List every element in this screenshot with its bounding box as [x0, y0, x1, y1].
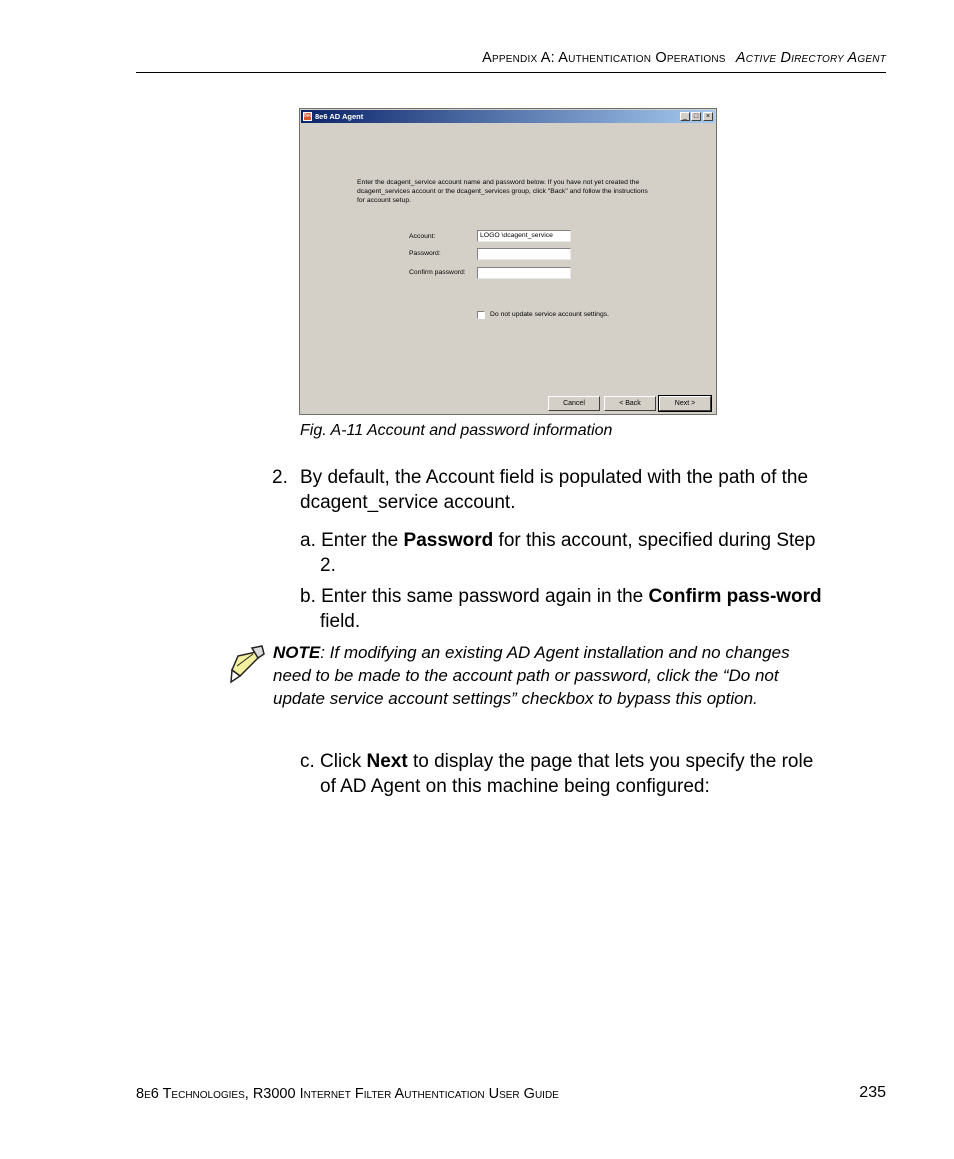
do-not-update-checkbox[interactable] [477, 311, 485, 319]
confirm-password-field[interactable] [477, 267, 571, 279]
back-button[interactable]: < Back [604, 396, 656, 411]
substep-c-text: c. Click [300, 751, 367, 772]
account-label: Account: [409, 233, 436, 240]
substep-a [300, 528, 830, 578]
cancel-button[interactable]: Cancel [548, 396, 600, 411]
step-2-text: By default, the Account field is populated with the path of the dcagent_service account. [300, 467, 809, 513]
password-label: Password: [409, 250, 441, 257]
next-button[interactable]: Next > [659, 396, 711, 411]
substep-b-bold: Confirm pass-word [648, 586, 822, 607]
substep-a-text: a. Enter the [300, 530, 404, 551]
step-number: 2. [272, 467, 288, 488]
substep-b-text-end: field. [320, 611, 361, 632]
substep-b-text: b. Enter this same password again in the [300, 586, 649, 607]
checkbox-label: Do not update service account settings. [490, 311, 610, 318]
substep-c-text-end: to display the page that lets you specify the role of AD Agent on this machine being configured: [320, 751, 814, 797]
footer-title: 8e6 Technologies, R3000 Internet Filter Authentication User Guide [136, 1086, 559, 1102]
substep-c [300, 749, 830, 799]
password-field[interactable] [477, 248, 571, 260]
running-header [136, 50, 886, 70]
maximize-button[interactable]: □ [691, 112, 701, 121]
substep-a-text-end: for this account, specified during Step 2. [320, 530, 816, 576]
dialog-instructions: Enter the dcagent_service account name and password below. If you have not yet created the dcagent_services account or the dcagent_services group, click "Back" and follow the instructions for account setup. [357, 179, 648, 204]
dialog-title: 8e6 AD Agent [315, 112, 364, 121]
app-icon: 8e6 [304, 113, 313, 119]
note-text: : If modifying an existing AD Agent installation and no changes need to be made to the account path or password, click the “Do not update service account settings” checkbox to bypass this option. [273, 643, 790, 708]
header-chapter: Appendix A: Authentication Operations [482, 50, 726, 66]
figure-caption: Fig. A-11 Account and password information [300, 422, 613, 439]
close-button[interactable]: × [703, 112, 713, 121]
substep-b [300, 584, 830, 634]
note-block [273, 641, 828, 710]
account-field[interactable]: LOGO \dcagent_service [477, 230, 571, 242]
header-rule [136, 72, 886, 73]
note-label: NOTE [273, 643, 321, 662]
note-pencil-icon [228, 644, 266, 684]
substep-a-bold: Password [403, 530, 494, 551]
dialog-screenshot [299, 108, 717, 415]
substep-c-bold: Next [366, 751, 408, 772]
minimize-button[interactable]: _ [680, 112, 690, 121]
page-number: 235 [859, 1084, 886, 1101]
confirm-password-label: Confirm password: [409, 269, 466, 276]
header-section: Active Directory Agent [735, 50, 886, 66]
dialog-titlebar [301, 110, 715, 123]
